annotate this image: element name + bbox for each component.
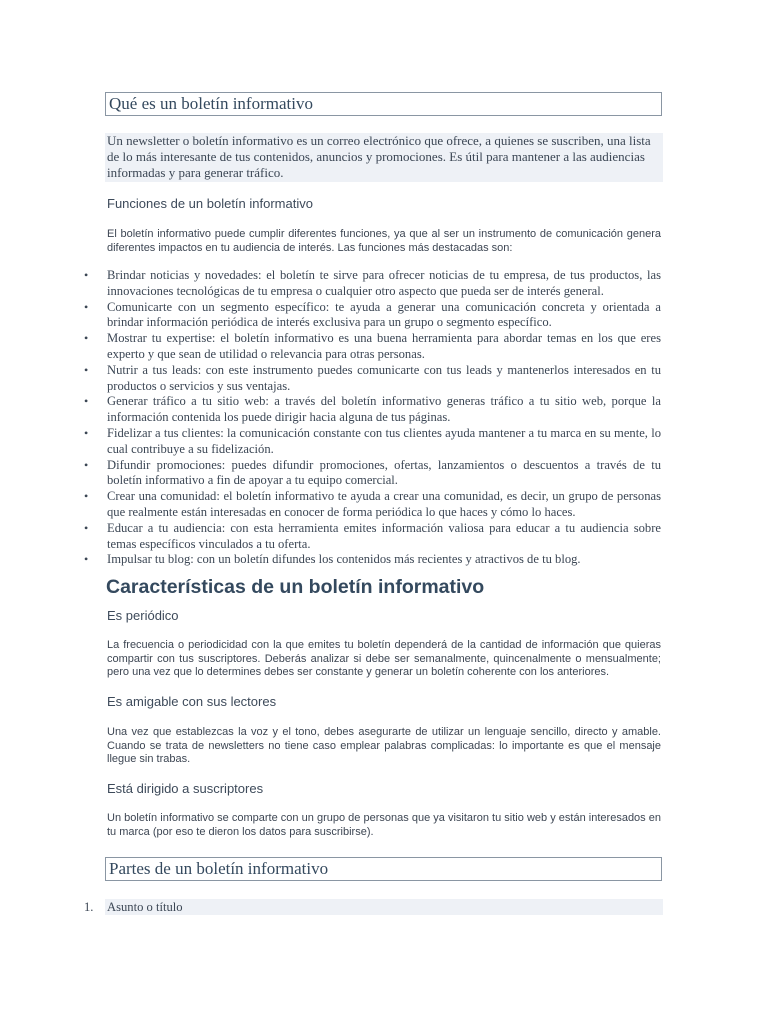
bullet-icon: •: [84, 425, 89, 440]
list-item: • Impulsar tu blog: con un boletín difundes los contenidos más recientes y atractivos de tu blog.: [84, 552, 581, 567]
list-item: • Educar a tu audiencia: con esta herramienta emites información valiosa para educar a tu audiencia sobre temas específicos vinculados a tu oferta.: [84, 520, 661, 551]
list-item: • Generar tráfico a tu sitio web: a través del boletín informativo generas tráfico a tu sitio web, porque la información contenida los puede dirigir hacia alguna de tus páginas.: [84, 394, 661, 425]
periodico-text: La frecuencia o periodicidad con la que emites tu boletín dependerá de la cantidad de información que quieras compartir con tus suscriptores. Deberás analizar si debe ser semanalmente, quincenalmente o mensualmente; pero una vez que lo determines debes ser constante y generar un boletín coherente con los anteriores.: [107, 639, 661, 678]
list-item: • Nutrir a tus leads: con este instrumento puedes comunicarte con tus leads y mantenerlos interesados en tu productos o servicios y sus ventajas.: [84, 362, 661, 393]
list-item: • Brindar noticias y novedades: el boletín te sirve para ofrecer noticias de tu empresa, de tus productos, las innovaciones tecnológicas de tu empresa o cualquier otro aspecto que pueda ser de interés general.: [84, 268, 661, 298]
section-heading-que-es: Qué es un boletín informativo: [105, 92, 662, 116]
intro-paragraph: Un newsletter o boletín informativo es un correo electrónico que ofrece, a quienes se suscriben, una lista de lo más interesante de tus contenidos, anuncios y promociones. Es útil para mantener a las audiencias informadas y para generar tráfico.: [105, 133, 663, 182]
list-item: • Comunicarte con un segmento específico: te ayuda a generar una comunicación concreta y orientada a brindar información periódica de interés exclusiva para un grupo o segmento específico.: [84, 299, 661, 330]
list-item: • Crear una comunidad: el boletín informativo te ayuda a crear una comunidad, es decir, un grupo de personas que realmente están interesadas en conocer de forma periódica lo que haces y cómo lo haces.: [84, 489, 661, 519]
subheading-amigable: Es amigable con sus lectores: [107, 694, 277, 709]
bullet-icon: •: [84, 299, 89, 314]
list-item: • Difundir promociones: puedes difundir promociones, ofertas, lanzamientos o descuentos a través de tu boletín informativo a fin de apoyar a tu equipo comercial.: [84, 457, 661, 488]
amigable-text: Una vez que establezcas la voz y el tono, debes asegurarte de utilizar un lenguaje sencillo, directo y amable. Cuando se trata de newsletters no tiene caso emplear palabras complicadas: lo importante es que el mensaje llegue sin trabas.: [107, 726, 661, 765]
list-item-label: Asunto o título: [105, 899, 663, 915]
bullet-icon: •: [84, 394, 89, 409]
bullet-icon: •: [84, 268, 89, 282]
bullet-icon: •: [84, 362, 89, 377]
bullet-icon: •: [84, 552, 89, 567]
bullet-icon: •: [84, 331, 89, 346]
list-item: • Fidelizar a tus clientes: la comunicación constante con tus clientes ayuda mantener a tu marca en su mente, lo cual contribuye a su fidelización.: [84, 425, 661, 456]
partes-list-item: [84, 899, 664, 915]
bullet-icon: •: [84, 520, 89, 535]
heading-caracteristicas: Características de un boletín informativo: [106, 576, 485, 598]
bullet-icon: •: [84, 489, 89, 504]
subheading-periodico: Es periódico: [107, 608, 179, 623]
list-number: 1.: [84, 900, 94, 914]
section-heading-partes: Partes de un boletín informativo: [105, 857, 662, 881]
subheading-suscriptores: Está dirigido a suscriptores: [107, 781, 264, 796]
funciones-list: [0, 268, 768, 568]
suscriptores-text: Un boletín informativo se comparte con un grupo de personas que ya visitaron tu sitio web y están interesados en tu marca (por eso te dieron los datos para suscribirse).: [107, 812, 661, 838]
subheading-funciones: Funciones de un boletín informativo: [107, 196, 313, 211]
list-item: • Mostrar tu expertise: el boletín informativo es una buena herramienta para abordar temas en los que eres experto y que sean de utilidad o relevancia para otras personas.: [84, 331, 661, 361]
funciones-intro: El boletín informativo puede cumplir diferentes funciones, ya que al ser un instrumento de comunicación genera diferentes impactos en tu audiencia de interés. Las funciones más destacadas son:: [107, 228, 661, 254]
bullet-icon: •: [84, 457, 89, 472]
